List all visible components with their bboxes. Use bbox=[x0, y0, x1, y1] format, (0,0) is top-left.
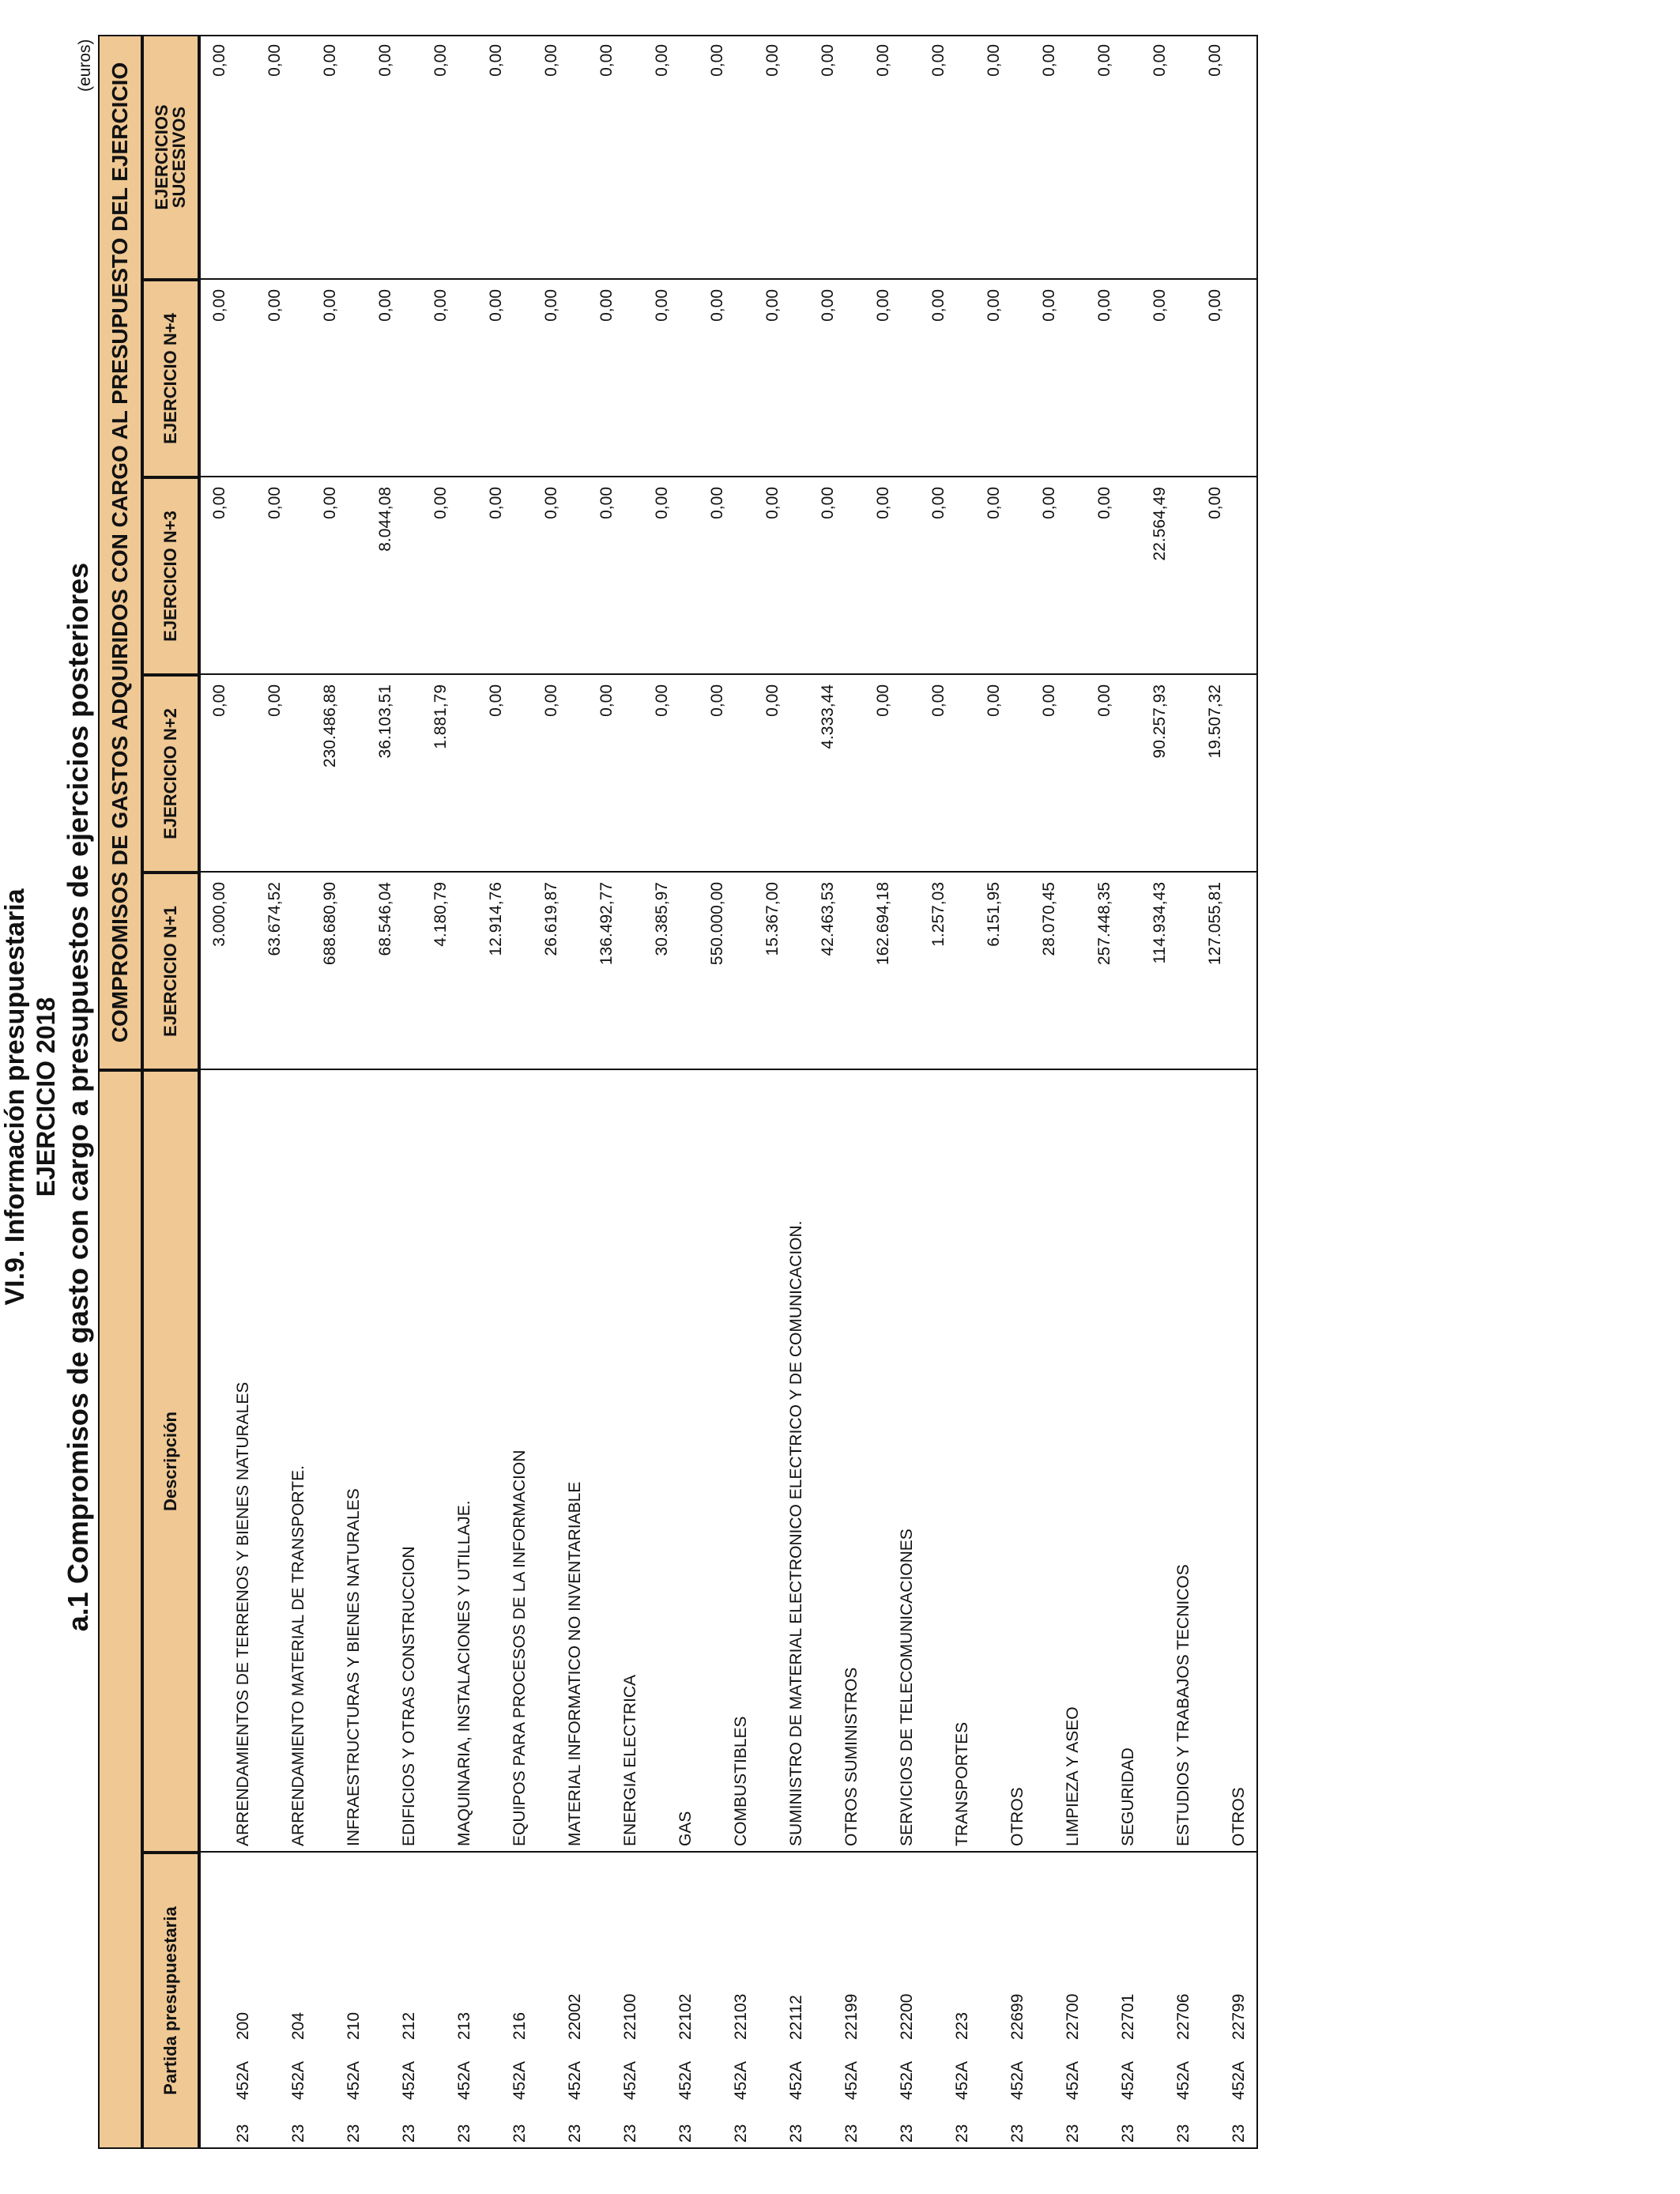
cell-seccion: 23 bbox=[787, 2124, 805, 2143]
cell-n2: 0,00 bbox=[487, 684, 505, 717]
cell-descripcion: ARRENDAMIENTO MATERIAL DE TRANSPORTE. bbox=[289, 1465, 307, 1846]
cell-descripcion: OTROS SUMINISTROS bbox=[842, 1667, 861, 1846]
table-row bbox=[199, 35, 254, 2149]
cell-n1: 15.367,00 bbox=[763, 882, 782, 956]
cell-programa: 452A bbox=[1230, 2060, 1248, 2100]
column-header-n3: EJERCICIO N+3 bbox=[142, 477, 199, 675]
cell-programa: 452A bbox=[1008, 2060, 1026, 2100]
cell-seccion: 23 bbox=[676, 2124, 695, 2143]
table-row bbox=[1139, 35, 1195, 2149]
cell-n1: 63.674,52 bbox=[266, 882, 284, 956]
cell-n2: 0,00 bbox=[266, 684, 284, 717]
table-row bbox=[531, 35, 586, 2149]
cell-descripcion: MAQUINARIA, INSTALACIONES Y UTILLAJE. bbox=[455, 1500, 473, 1846]
cell-n1: 550.000,00 bbox=[708, 882, 726, 966]
cell-subconcepto: 22799 bbox=[1230, 1993, 1248, 2040]
section-title: VI.9. Información presupuestaria bbox=[0, 888, 30, 1306]
cell-subconcepto: 210 bbox=[345, 2011, 363, 2040]
table-row bbox=[863, 35, 918, 2149]
cell-descripcion: SEGURIDAD bbox=[1119, 1747, 1137, 1846]
cell-programa: 452A bbox=[455, 2060, 473, 2100]
cell-n4: 0,00 bbox=[1095, 289, 1113, 322]
units-label: (euros) bbox=[76, 39, 94, 92]
cell-sucesivos: 0,00 bbox=[542, 44, 560, 77]
group-header: COMPROMISOS DE GASTOS ADQUIRIDOS CON CARGO AL PRESUPUESTO DEL EJERCICIO bbox=[98, 35, 142, 1070]
cell-seccion: 23 bbox=[732, 2124, 750, 2143]
cell-sucesivos: 0,00 bbox=[1206, 44, 1224, 77]
cell-seccion: 23 bbox=[455, 2124, 473, 2143]
cell-n4: 0,00 bbox=[487, 289, 505, 322]
cell-sucesivos: 0,00 bbox=[1040, 44, 1058, 77]
year-title: EJERCICIO 2018 bbox=[32, 997, 60, 1197]
cell-seccion: 23 bbox=[1230, 2124, 1248, 2143]
cell-n3: 0,00 bbox=[1040, 487, 1058, 519]
cell-n4: 0,00 bbox=[376, 289, 394, 322]
column-header-sucesivos-line1: EJERCICIOS bbox=[152, 104, 171, 210]
cell-n3: 0,00 bbox=[1095, 487, 1113, 519]
cell-n1: 257.448,35 bbox=[1095, 882, 1113, 966]
cell-n2: 4.333,44 bbox=[819, 684, 837, 749]
cell-n2: 0,00 bbox=[763, 684, 782, 717]
cell-subconcepto: 223 bbox=[953, 2011, 971, 2040]
cell-n1: 162.694,18 bbox=[874, 882, 892, 966]
cell-n1: 30.385,97 bbox=[653, 882, 671, 956]
cell-programa: 452A bbox=[1119, 2060, 1137, 2100]
cell-programa: 452A bbox=[234, 2060, 252, 2100]
cell-n2: 0,00 bbox=[653, 684, 671, 717]
cell-programa: 452A bbox=[1174, 2060, 1192, 2100]
table-row bbox=[254, 35, 310, 2149]
cell-n3: 0,00 bbox=[210, 487, 228, 519]
cell-n1: 136.492,77 bbox=[597, 882, 616, 966]
cell-n4: 0,00 bbox=[1206, 289, 1224, 322]
cell-sucesivos: 0,00 bbox=[819, 44, 837, 77]
cell-n3: 0,00 bbox=[266, 487, 284, 519]
cell-descripcion: OTROS bbox=[1008, 1787, 1026, 1846]
cell-programa: 452A bbox=[510, 2060, 529, 2100]
cell-n2: 230.486,88 bbox=[321, 684, 339, 768]
cell-seccion: 23 bbox=[1008, 2124, 1026, 2143]
cell-n3: 0,00 bbox=[874, 487, 892, 519]
cell-n2: 36.103,51 bbox=[376, 684, 394, 759]
cell-programa: 452A bbox=[566, 2060, 584, 2100]
cell-n3: 0,00 bbox=[321, 487, 339, 519]
cell-subconcepto: 22200 bbox=[898, 1993, 916, 2040]
cell-n3: 0,00 bbox=[431, 487, 450, 519]
cell-n4: 0,00 bbox=[985, 289, 1003, 322]
cell-n2: 0,00 bbox=[1040, 684, 1058, 717]
cell-n4: 0,00 bbox=[763, 289, 782, 322]
cell-n1: 114.934,43 bbox=[1151, 882, 1169, 964]
cell-sucesivos: 0,00 bbox=[985, 44, 1003, 77]
cell-n3: 0,00 bbox=[708, 487, 726, 519]
cell-sucesivos: 0,00 bbox=[487, 44, 505, 77]
cell-programa: 452A bbox=[676, 2060, 695, 2100]
cell-descripcion: ENERGIA ELECTRICA bbox=[621, 1674, 639, 1846]
header-blank bbox=[98, 1070, 142, 2149]
cell-programa: 452A bbox=[787, 2060, 805, 2100]
cell-seccion: 23 bbox=[953, 2124, 971, 2143]
column-header-partida: Partida presupuestaria bbox=[142, 1853, 199, 2149]
cell-descripcion: SUMINISTRO DE MATERIAL ELECTRONICO ELECTRICO Y DE COMUNICACION. bbox=[787, 1220, 805, 1846]
cell-sucesivos: 0,00 bbox=[321, 44, 339, 77]
cell-n3: 22.564,49 bbox=[1151, 487, 1169, 561]
table-row bbox=[476, 35, 531, 2149]
cell-subconcepto: 216 bbox=[510, 2011, 529, 2040]
cell-n4: 0,00 bbox=[1040, 289, 1058, 322]
cell-descripcion: INFRAESTRUCTURAS Y BIENES NATURALES bbox=[345, 1488, 363, 1846]
table-row bbox=[586, 35, 642, 2149]
cell-sucesivos: 0,00 bbox=[1095, 44, 1113, 77]
cell-n2: 0,00 bbox=[1095, 684, 1113, 717]
cell-seccion: 23 bbox=[566, 2124, 584, 2143]
cell-n2: 0,00 bbox=[708, 684, 726, 717]
cell-programa: 452A bbox=[621, 2060, 639, 2100]
cell-descripcion: MATERIAL INFORMATICO NO INVENTARIABLE bbox=[566, 1481, 584, 1846]
cell-sucesivos: 0,00 bbox=[763, 44, 782, 77]
cell-programa: 452A bbox=[1064, 2060, 1082, 2100]
cell-n1: 6.151,95 bbox=[985, 882, 1003, 947]
cell-descripcion: ARRENDAMIENTOS DE TERRENOS Y BIENES NATURALES bbox=[234, 1382, 252, 1846]
table-row bbox=[642, 35, 697, 2149]
cell-n3: 0,00 bbox=[929, 487, 947, 519]
table-row bbox=[918, 35, 974, 2149]
cell-n4: 0,00 bbox=[321, 289, 339, 322]
cell-sucesivos: 0,00 bbox=[929, 44, 947, 77]
table-row bbox=[752, 35, 808, 2149]
cell-sucesivos: 0,00 bbox=[376, 44, 394, 77]
cell-descripcion: ESTUDIOS Y TRABAJOS TECNICOS bbox=[1174, 1564, 1192, 1846]
column-header-sucesivos bbox=[142, 35, 199, 280]
table-title: a.1 Compromisos de gasto con cargo a presupuestos de ejercicios posteriores bbox=[62, 562, 94, 1632]
table-row bbox=[310, 35, 365, 2149]
table-row bbox=[1195, 35, 1250, 2149]
cell-descripcion: COMBUSTIBLES bbox=[732, 1716, 750, 1846]
cell-n4: 0,00 bbox=[653, 289, 671, 322]
cell-programa: 452A bbox=[732, 2060, 750, 2100]
cell-sucesivos: 0,00 bbox=[653, 44, 671, 77]
cell-subconcepto: 22699 bbox=[1008, 1993, 1026, 2040]
cell-sucesivos: 0,00 bbox=[1151, 44, 1169, 77]
cell-n3: 0,00 bbox=[597, 487, 616, 519]
cell-n4: 0,00 bbox=[819, 289, 837, 322]
cell-n4: 0,00 bbox=[542, 289, 560, 322]
cell-seccion: 23 bbox=[1119, 2124, 1137, 2143]
cell-seccion: 23 bbox=[289, 2124, 307, 2143]
cell-n3: 0,00 bbox=[985, 487, 1003, 519]
cell-descripcion: EDIFICIOS Y OTRAS CONSTRUCCION bbox=[400, 1546, 418, 1846]
cell-n4: 0,00 bbox=[597, 289, 616, 322]
table-row bbox=[365, 35, 420, 2149]
cell-n4: 0,00 bbox=[1151, 289, 1169, 322]
cell-subconcepto: 22002 bbox=[566, 1993, 584, 2040]
cell-descripcion: GAS bbox=[676, 1811, 695, 1846]
table-row bbox=[808, 35, 863, 2149]
cell-n1: 68.546,04 bbox=[376, 882, 394, 956]
cell-n3: 0,00 bbox=[763, 487, 782, 519]
cell-subconcepto: 22112 bbox=[787, 1995, 805, 2040]
cell-programa: 452A bbox=[400, 2060, 418, 2100]
cell-subconcepto: 22102 bbox=[676, 1993, 695, 2040]
cell-seccion: 23 bbox=[400, 2124, 418, 2143]
cell-subconcepto: 22700 bbox=[1064, 1993, 1082, 2040]
table-row bbox=[420, 35, 476, 2149]
cell-n1: 3.000,00 bbox=[210, 882, 228, 947]
cell-subconcepto: 22103 bbox=[732, 1993, 750, 2040]
cell-descripcion: OTROS bbox=[1230, 1787, 1248, 1846]
cell-n2: 0,00 bbox=[874, 684, 892, 717]
cell-n1: 1.257,03 bbox=[929, 882, 947, 947]
column-header-n4: EJERCICIO N+4 bbox=[142, 280, 199, 477]
cell-n1: 4.180,79 bbox=[431, 882, 450, 947]
cell-subconcepto: 212 bbox=[400, 2011, 418, 2040]
cell-seccion: 23 bbox=[234, 2124, 252, 2143]
cell-n4: 0,00 bbox=[431, 289, 450, 322]
cell-programa: 452A bbox=[289, 2060, 307, 2100]
cell-seccion: 23 bbox=[842, 2124, 861, 2143]
table-row bbox=[1029, 35, 1084, 2149]
cell-sucesivos: 0,00 bbox=[874, 44, 892, 77]
cell-n1: 12.914,76 bbox=[487, 882, 505, 956]
cell-n3: 8.044,08 bbox=[376, 487, 394, 552]
cell-n3: 0,00 bbox=[1206, 487, 1224, 519]
table-row bbox=[697, 35, 752, 2149]
table-row bbox=[974, 35, 1029, 2149]
cell-n2: 0,00 bbox=[542, 684, 560, 717]
column-header-n1: EJERCICIO N+1 bbox=[142, 873, 199, 1070]
cell-sucesivos: 0,00 bbox=[431, 44, 450, 77]
cell-n2: 0,00 bbox=[210, 684, 228, 717]
column-header-n2: EJERCICIO N+2 bbox=[142, 675, 199, 873]
cell-n1: 42.463,53 bbox=[819, 882, 837, 956]
cell-descripcion: EQUIPOS PARA PROCESOS DE LA INFORMACION bbox=[510, 1449, 529, 1846]
cell-n2: 90.257,93 bbox=[1151, 684, 1169, 759]
cell-sucesivos: 0,00 bbox=[210, 44, 228, 77]
cell-n2: 19.507,32 bbox=[1206, 684, 1224, 759]
cell-seccion: 23 bbox=[898, 2124, 916, 2143]
cell-seccion: 23 bbox=[1064, 2124, 1082, 2143]
cell-n2: 1.881,79 bbox=[431, 684, 450, 749]
cell-programa: 452A bbox=[953, 2060, 971, 2100]
cell-n4: 0,00 bbox=[874, 289, 892, 322]
cell-n4: 0,00 bbox=[210, 289, 228, 322]
cell-subconcepto: 22701 bbox=[1119, 1993, 1137, 2040]
cell-n1: 688.680,90 bbox=[321, 882, 339, 966]
cell-n3: 0,00 bbox=[542, 487, 560, 519]
cell-n4: 0,00 bbox=[708, 289, 726, 322]
cell-programa: 452A bbox=[345, 2060, 363, 2100]
cell-n4: 0,00 bbox=[929, 289, 947, 322]
cell-n2: 0,00 bbox=[929, 684, 947, 717]
cell-sucesivos: 0,00 bbox=[597, 44, 616, 77]
column-header-descripcion: Descripción bbox=[142, 1070, 199, 1853]
cell-descripcion: LIMPIEZA Y ASEO bbox=[1064, 1706, 1082, 1846]
cell-seccion: 23 bbox=[1174, 2124, 1192, 2143]
cell-n1: 127.055,81 bbox=[1206, 882, 1224, 966]
cell-n4: 0,00 bbox=[266, 289, 284, 322]
cell-n1: 28.070,45 bbox=[1040, 882, 1058, 956]
cell-programa: 452A bbox=[898, 2060, 916, 2100]
cell-n2: 0,00 bbox=[597, 684, 616, 717]
cell-n3: 0,00 bbox=[819, 487, 837, 519]
cell-n3: 0,00 bbox=[487, 487, 505, 519]
cell-sucesivos: 0,00 bbox=[708, 44, 726, 77]
cell-n2: 0,00 bbox=[985, 684, 1003, 717]
cell-descripcion: TRANSPORTES bbox=[953, 1721, 971, 1846]
cell-seccion: 23 bbox=[621, 2124, 639, 2143]
cell-n3: 0,00 bbox=[653, 487, 671, 519]
cell-subconcepto: 22100 bbox=[621, 1993, 639, 2040]
cell-subconcepto: 204 bbox=[289, 2011, 307, 2040]
column-header-sucesivos-line2: SUCESIVOS bbox=[169, 106, 189, 209]
table-row bbox=[1084, 35, 1139, 2149]
cell-sucesivos: 0,00 bbox=[266, 44, 284, 77]
cell-seccion: 23 bbox=[345, 2124, 363, 2143]
cell-subconcepto: 22706 bbox=[1174, 1993, 1192, 2040]
cell-n1: 26.619,87 bbox=[542, 882, 560, 956]
cell-subconcepto: 22199 bbox=[842, 1993, 861, 2040]
cell-descripcion: SERVICIOS DE TELECOMUNICACIONES bbox=[898, 1529, 916, 1846]
cell-seccion: 23 bbox=[510, 2124, 529, 2143]
cell-subconcepto: 200 bbox=[234, 2011, 252, 2040]
cell-programa: 452A bbox=[842, 2060, 861, 2100]
cell-subconcepto: 213 bbox=[455, 2011, 473, 2040]
